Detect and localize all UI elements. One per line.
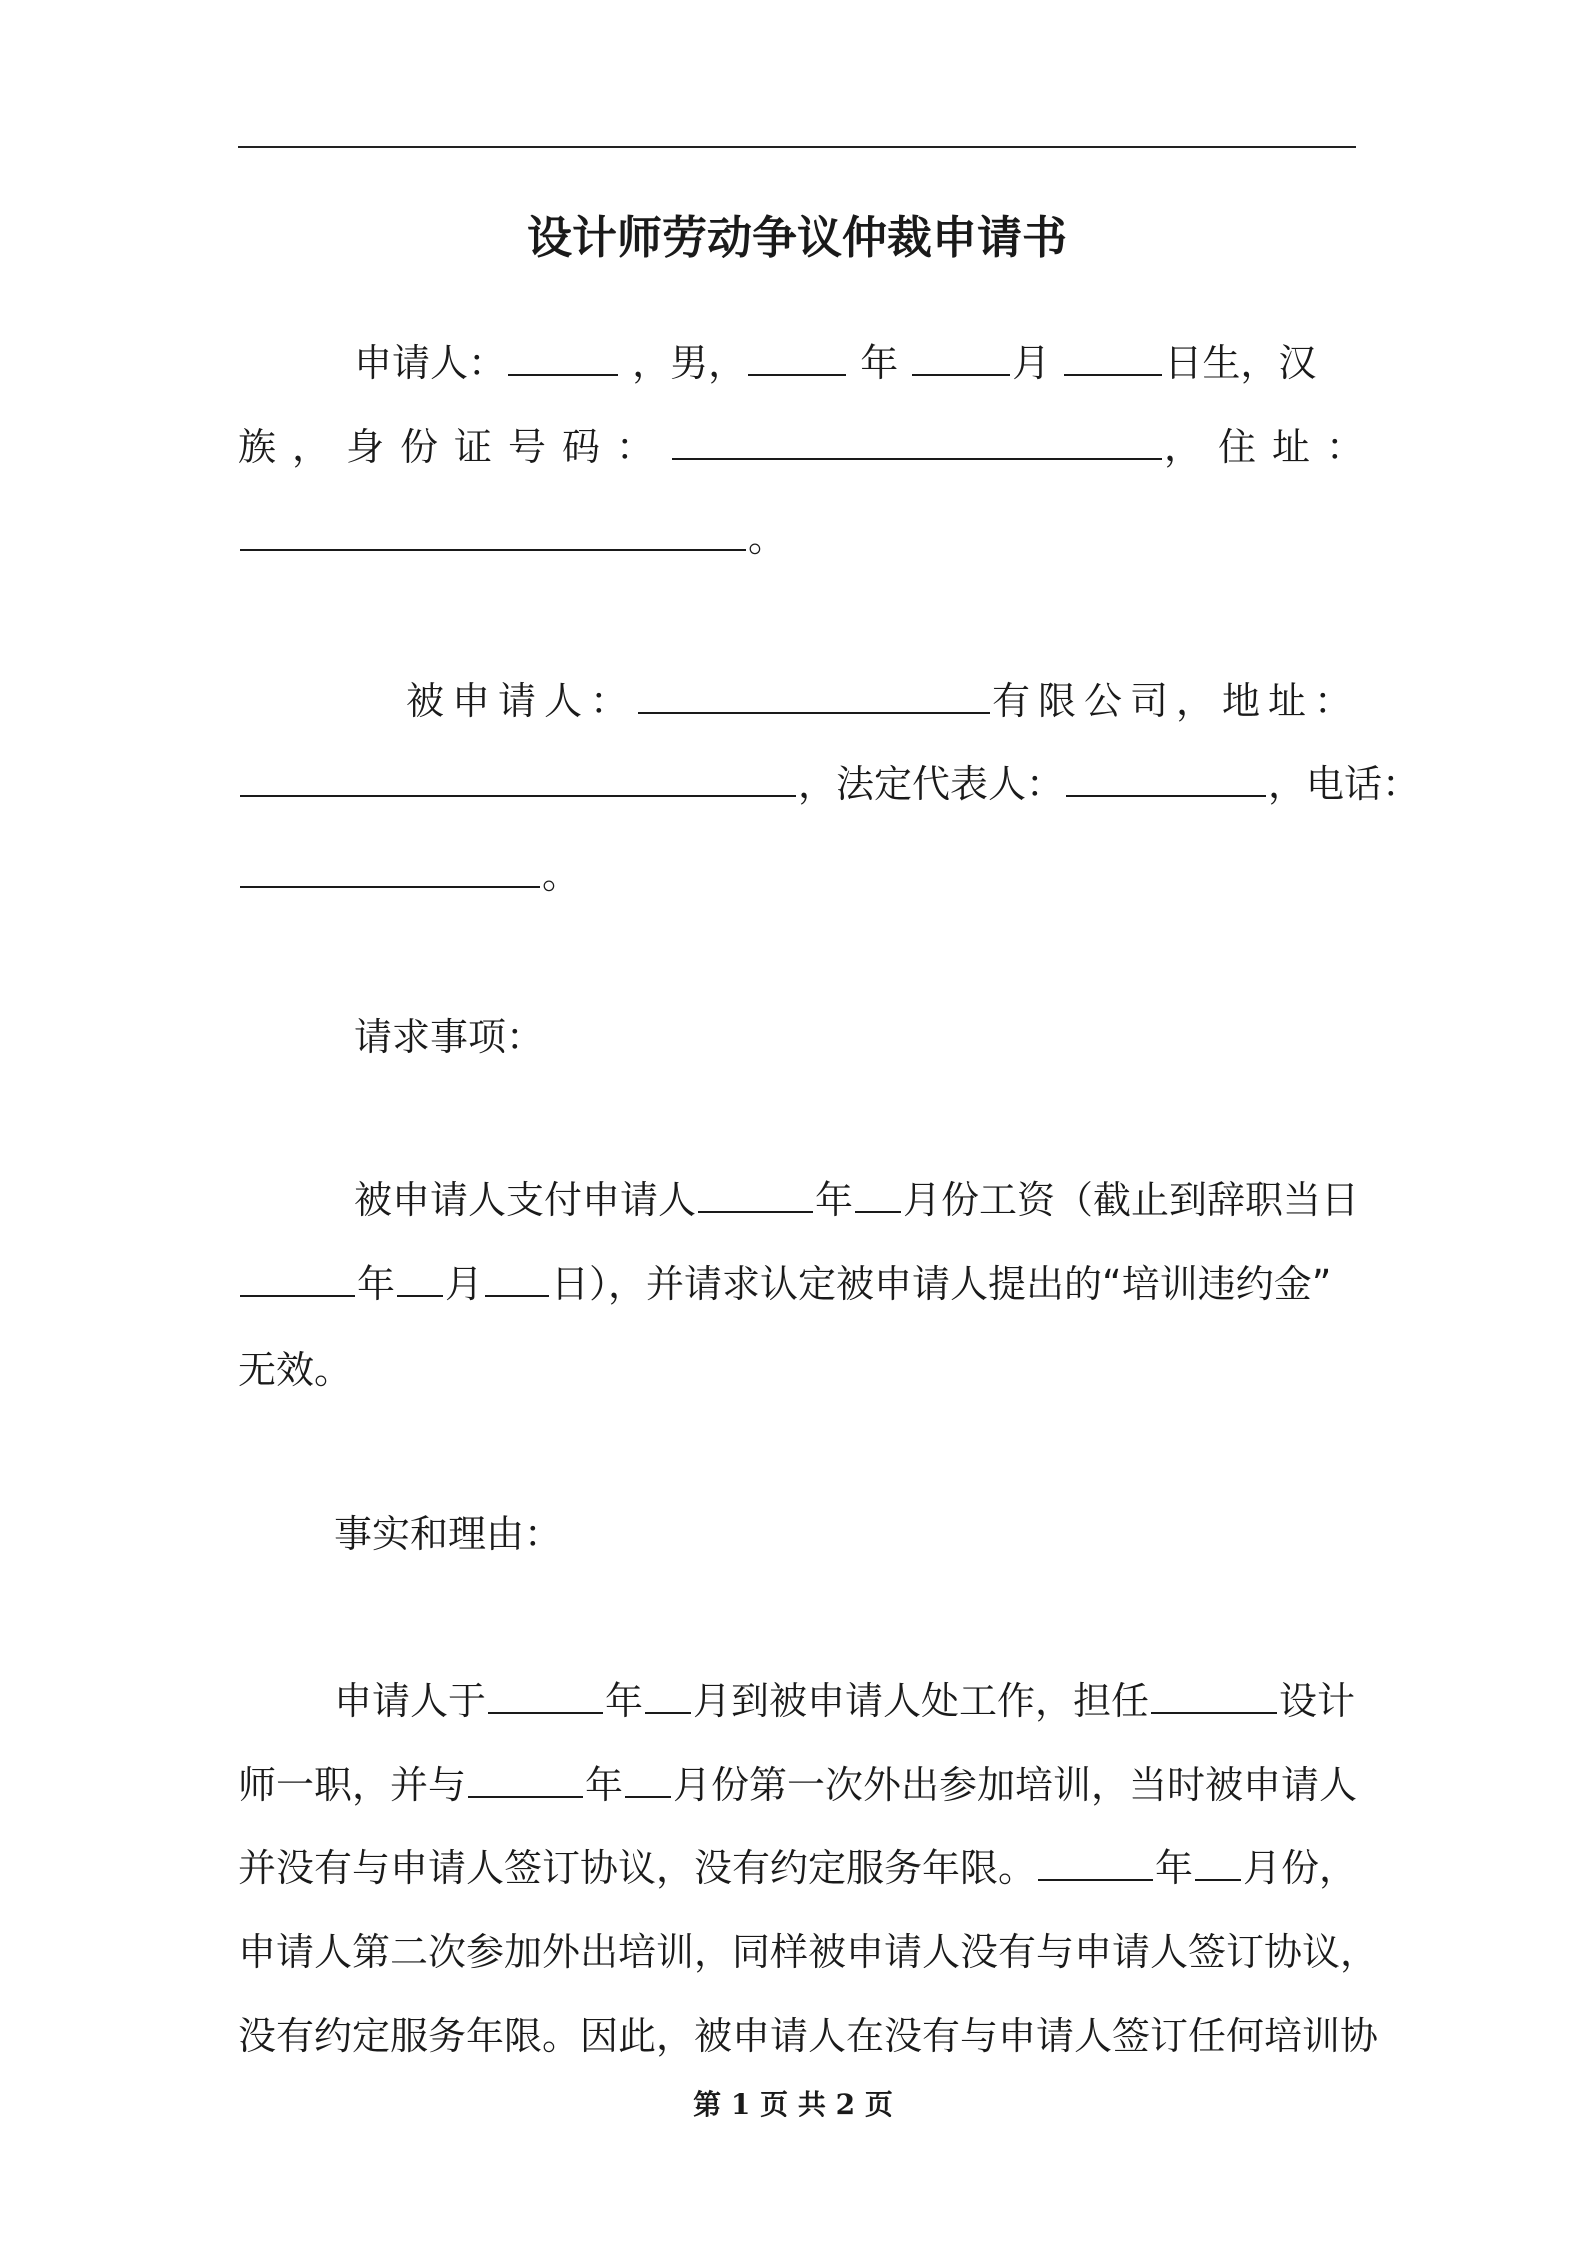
text-line: [238, 417, 1380, 477]
fill-in-blank: [1038, 1841, 1153, 1881]
fill-in-blank: [1195, 1841, 1241, 1881]
fill-in-blank: [855, 1173, 901, 1213]
text-line: [238, 845, 580, 905]
fill-in-blank: [485, 1257, 549, 1297]
fill-in-blank: [672, 420, 1162, 460]
fill-in-blank: [1066, 757, 1266, 797]
text-run: ，电话：: [1268, 762, 1421, 806]
text-run: 月份第一次外出参加培训，当时被申请人: [673, 1763, 1358, 1807]
text-run: 月份工资（截止到辞职当日: [903, 1178, 1360, 1222]
text-run: 日），并请求认定被申请人提出的“培训违约金”: [551, 1262, 1332, 1306]
text-run: 日生，汉: [1164, 341, 1317, 385]
fill-in-blank: [645, 1674, 691, 1714]
text-run: 申请人于: [334, 1679, 487, 1723]
text-run: ，男，: [620, 341, 747, 385]
text-line: [238, 1922, 1378, 1982]
text-line: [238, 1671, 1355, 1731]
text-line: [238, 2006, 1378, 2066]
text-line: [238, 1504, 562, 1564]
text-run: 年: [1155, 1846, 1194, 1890]
text-run: 年: [357, 1262, 396, 1306]
fill-in-blank: [240, 757, 796, 797]
fill-in-blank: [240, 848, 540, 888]
text-run: 月: [1012, 341, 1063, 385]
text-run: 年: [585, 1763, 624, 1807]
fill-in-blank: [468, 1758, 583, 1798]
text-run: 月份，: [1243, 1846, 1358, 1890]
text-run: 年: [605, 1679, 644, 1723]
fill-in-blank: [240, 1257, 355, 1297]
fill-in-blank: [1151, 1674, 1277, 1714]
fill-in-blank: [912, 336, 1010, 376]
document-title: 设计师劳动争议仲裁申请书: [526, 211, 1067, 264]
text-run: 没有约定服务年限。因此，被申请人在没有与申请人签订任何培训协: [238, 2014, 1379, 2058]
fill-in-blank: [508, 336, 618, 376]
text-run: 族，身份证号码：: [238, 425, 671, 469]
text-line: [238, 508, 786, 568]
fill-in-blank: [748, 336, 846, 376]
text-run: 年: [848, 341, 911, 385]
text-run: 申请人：: [354, 341, 507, 385]
text-run: ，法定代表人：: [798, 762, 1065, 806]
fill-in-blank: [397, 1257, 443, 1297]
text-run: 年: [815, 1178, 854, 1222]
text-run: 有限公司，地址：: [992, 679, 1361, 723]
header-rule: [238, 146, 1356, 148]
text-line: [238, 333, 1316, 393]
text-run: 无效。: [238, 1348, 353, 1392]
fill-in-blank: [625, 1758, 671, 1798]
text-line: [238, 1838, 1357, 1898]
text-run: 师一职，并与: [238, 1763, 467, 1807]
page-number: 第 1 页 共 2 页: [693, 2088, 893, 2121]
fill-in-blank: [488, 1674, 603, 1714]
text-line: [238, 1254, 1331, 1314]
text-line: [238, 1170, 1359, 1230]
fill-in-blank: [1064, 336, 1162, 376]
text-run: 被申请人支付申请人: [354, 1178, 697, 1222]
text-run: 月到被申请人处工作，担任: [693, 1679, 1150, 1723]
fill-in-blank: [698, 1173, 813, 1213]
text-run: 申请人第二次参加外出培训，同样被申请人没有与申请人签订协议，: [238, 1930, 1379, 1974]
text-run: 月: [445, 1262, 484, 1306]
text-run: 设计: [1279, 1679, 1356, 1723]
text-line: [238, 1755, 1357, 1815]
text-run: 。: [748, 516, 787, 560]
text-line: [238, 1007, 544, 1067]
text-line: [238, 671, 1360, 731]
text-run: 。: [542, 853, 581, 897]
text-run: 并没有与申请人签订协议，没有约定服务年限。: [238, 1846, 1037, 1890]
text-line: [238, 1340, 352, 1400]
text-run: 被申请人：: [406, 679, 637, 723]
fill-in-blank: [638, 674, 990, 714]
text-line: [238, 754, 1420, 814]
text-run: 请求事项：: [354, 1015, 545, 1059]
fill-in-blank: [240, 511, 746, 551]
text-run: 事实和理由：: [334, 1512, 563, 1556]
text-run: ，住址：: [1164, 425, 1381, 469]
